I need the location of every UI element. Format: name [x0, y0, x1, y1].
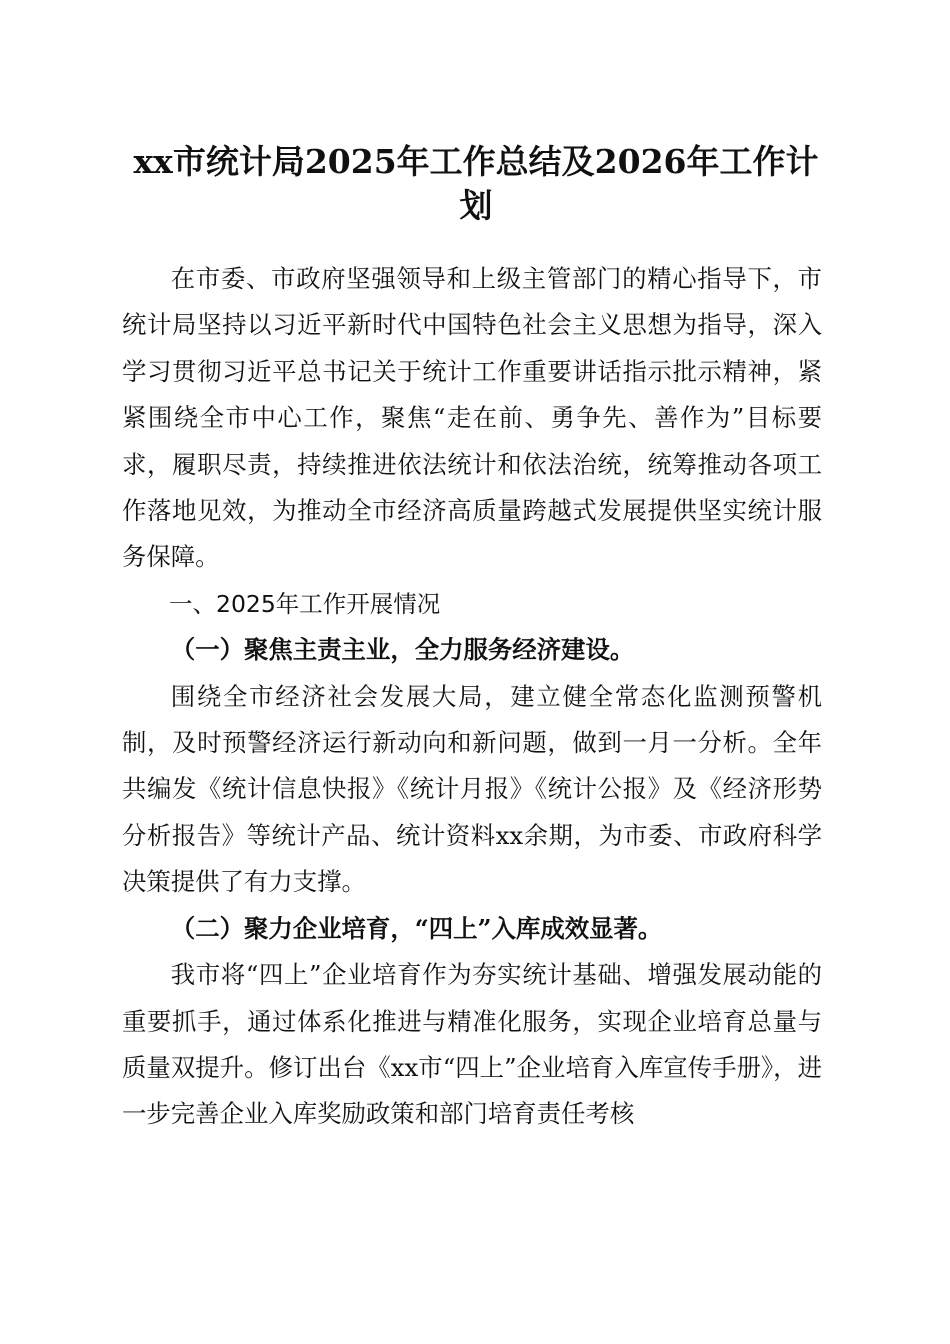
subsection-heading-2: （二）聚力企业培育，“四上”入库成效显著。 [170, 913, 663, 943]
subsection-paragraph-1: 围绕全市经济社会发展大局，建立健全常态化监测预警机制，及时预警经济运行新动向和新问题，做到一月一分析。全年共编发《统计信息快报》《统计月报》《统计公报》及《经济形势分析报告》等统计产品、统计资料xx余期，为市委、市政府科学决策提供了有力支撑。 [122, 681, 822, 897]
subsection-paragraph-2: 我市将“四上”企业培育作为夯实统计基础、增强发展动能的重要抓手，通过体系化推进与精准化服务，实现企业培育总量与质量双提升。修订出台《xx市“四上”企业培育入库宣传手册》，进一步完善企业入库奖励政策和部门培育责任考核 [122, 960, 822, 1129]
section-heading-1: 一、2025年工作开展情况 [169, 589, 441, 618]
document-title: xx市统计局2025年工作总结及2026年工作计划 [133, 142, 819, 225]
subsection-heading-1: （一）聚焦主责主业，全力服务经济建设。 [170, 635, 635, 665]
document-body [122, 256, 822, 1138]
intro-paragraph: 在市委、市政府坚强领导和上级主管部门的精心指导下，市统计局坚持以习近平新时代中国特色社会主义思想为指导，深入学习贯彻习近平总书记关于统计工作重要讲话指示批示精神，紧紧围绕全市中心工作，聚焦“走在前、勇争先、善作为”目标要求，履职尽责，持续推进依法统计和依法治统，统筹推动各项工作落地见效，为推动全市经济高质量跨越式发展提供坚实统计服务保障。 [122, 264, 822, 572]
